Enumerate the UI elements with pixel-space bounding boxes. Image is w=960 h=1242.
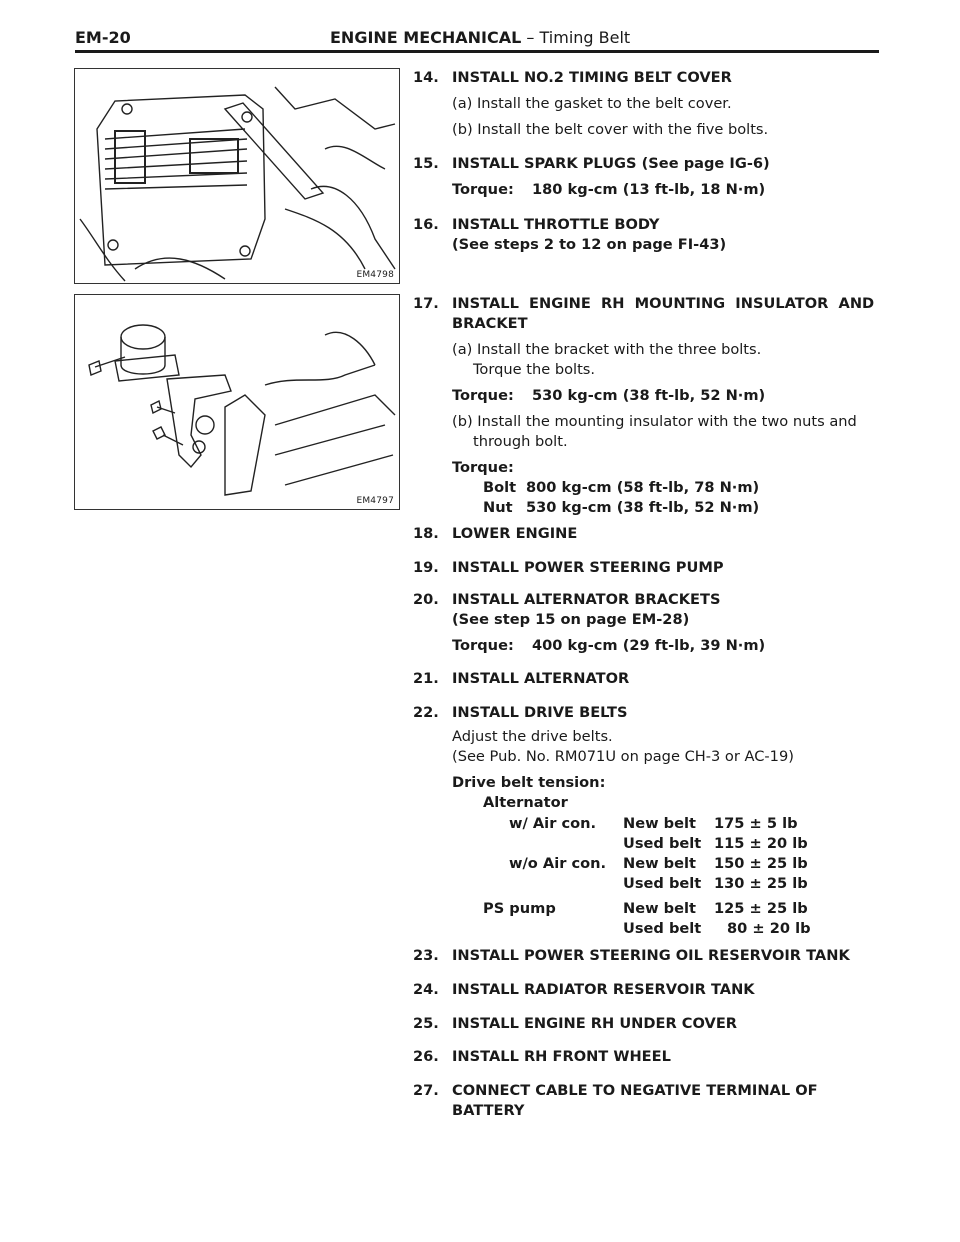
step-title: INSTALL SPARK PLUGS (See page IG-6) <box>452 155 770 172</box>
tension-label: Drive belt tension: <box>452 774 606 791</box>
step-title: INSTALL RH FRONT WHEEL <box>452 1048 671 1065</box>
step-title: INSTALL POWER STEERING OIL RESERVOIR TANK <box>452 947 850 964</box>
bolt-label: Bolt <box>483 479 517 496</box>
engine-mounting-insulator-illustration-icon <box>75 295 399 509</box>
torque-label: Torque: <box>452 387 514 404</box>
substep-a-cont: Torque the bolts. <box>473 361 596 378</box>
tension-group: w/ Air con. <box>509 815 597 832</box>
step-title: INSTALL NO.2 TIMING BELT COVER <box>452 69 732 86</box>
step-number: 14. <box>413 69 439 86</box>
step-reference: (See steps 2 to 12 on page FI-43) <box>452 236 727 253</box>
step-number: 23. <box>413 947 439 964</box>
torque-value: 400 kg-cm (29 ft-lb, 39 N·m) <box>532 637 766 654</box>
step-number: 15. <box>413 155 439 172</box>
step-number: 20. <box>413 591 439 608</box>
tension-value: 115 ± 20 lb <box>714 835 808 852</box>
section-title: ENGINE MECHANICAL <box>330 28 522 47</box>
tension-belt: New belt <box>623 815 696 832</box>
substep-b: (b) Install the belt cover with the five bolts. <box>452 121 769 138</box>
substep-a: (a) Install the bracket with the three bolts. <box>452 341 762 358</box>
tension-value: 175 ± 5 lb <box>714 815 798 832</box>
tension-value: 150 ± 25 lb <box>714 855 808 872</box>
step-number: 27. <box>413 1082 439 1099</box>
title-separator: – <box>521 28 540 47</box>
figure-timing-belt-cover <box>74 68 400 284</box>
substep-b-cont: through bolt. <box>473 433 568 450</box>
torque-value: 180 kg-cm (13 ft-lb, 18 N·m) <box>532 181 766 198</box>
step-number: 26. <box>413 1048 439 1065</box>
step-number: 25. <box>413 1015 439 1032</box>
timing-belt-cover-illustration-icon <box>75 69 399 283</box>
substep-a: (a) Install the gasket to the belt cover. <box>452 95 732 112</box>
tension-group: w/o Air con. <box>509 855 607 872</box>
step-title: INSTALL DRIVE BELTS <box>452 704 628 721</box>
tension-belt: Used belt <box>623 920 702 937</box>
step-number: 18. <box>413 525 439 542</box>
alternator-label: Alternator <box>483 794 568 811</box>
step-title: INSTALL ALTERNATOR <box>452 670 630 687</box>
tension-value: 125 ± 25 lb <box>714 900 808 917</box>
step-number: 16. <box>413 216 439 233</box>
tension-group: PS pump <box>483 900 556 917</box>
step-number: 17. <box>413 295 439 312</box>
substep-b: (b) Install the mounting insulator with the two nuts and <box>452 413 857 430</box>
tension-belt: Used belt <box>623 875 702 892</box>
step-title: CONNECT CABLE TO NEGATIVE TERMINAL OF BATTERY <box>452 1082 818 1119</box>
step-title: INSTALL RADIATOR RESERVOIR TANK <box>452 981 755 998</box>
step-number: 21. <box>413 670 439 687</box>
tension-value: 80 ± 20 lb <box>727 920 811 937</box>
nut-torque-value: 530 kg-cm (38 ft-lb, 52 N·m) <box>526 499 760 516</box>
instruction-line: Adjust the drive belts. <box>452 728 613 745</box>
page-number: EM-20 <box>75 28 131 47</box>
tension-belt: Used belt <box>623 835 702 852</box>
step-number: 19. <box>413 559 439 576</box>
step-number: 24. <box>413 981 439 998</box>
step-title: INSTALL ALTERNATOR BRACKETS <box>452 591 721 608</box>
figure-mounting-insulator <box>74 294 400 510</box>
step-title: INSTALL ENGINE RH UNDER COVER <box>452 1015 738 1032</box>
instruction-reference: (See Pub. No. RM071U on page CH-3 or AC-19) <box>452 748 794 765</box>
torque-value: 530 kg-cm (38 ft-lb, 52 N·m) <box>532 387 766 404</box>
tension-value: 130 ± 25 lb <box>714 875 808 892</box>
tension-belt: New belt <box>623 855 696 872</box>
torque-label: Torque: <box>452 181 514 198</box>
torque-label: Torque: <box>452 459 514 476</box>
step-title: INSTALL ENGINE RH MOUNTING INSULATOR AND <box>452 295 875 312</box>
torque-label: Torque: <box>452 637 514 654</box>
step-number: 22. <box>413 704 439 721</box>
figure-label: EM4797 <box>356 496 394 506</box>
bolt-torque-value: 800 kg-cm (58 ft-lb, 78 N·m) <box>526 479 760 496</box>
step-reference: (See step 15 on page EM-28) <box>452 611 690 628</box>
nut-label: Nut <box>483 499 513 516</box>
step-title: INSTALL POWER STEERING PUMP <box>452 559 724 576</box>
running-title <box>330 28 630 47</box>
step-title: INSTALL THROTTLE BODY <box>452 216 660 233</box>
tension-belt: New belt <box>623 900 696 917</box>
subsection-title: Timing Belt <box>539 28 631 47</box>
step-title: LOWER ENGINE <box>452 525 578 542</box>
page-header <box>75 24 879 53</box>
step-title-cont: BRACKET <box>452 315 528 332</box>
figure-label: EM4798 <box>356 270 394 280</box>
